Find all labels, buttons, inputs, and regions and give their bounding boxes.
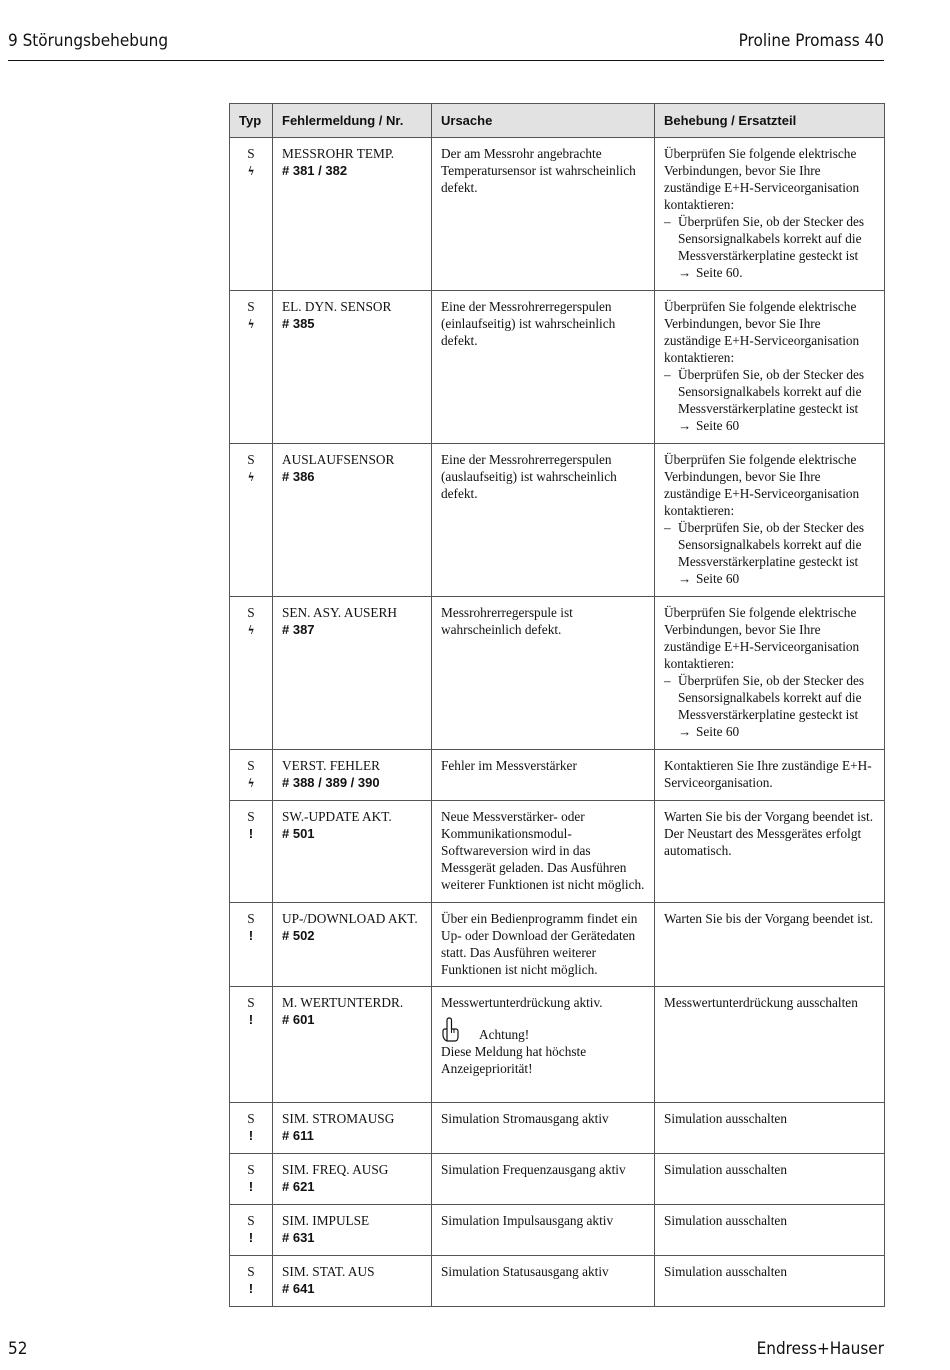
message-number: # 611 <box>282 1128 314 1143</box>
exclamation-icon: ! <box>248 1179 254 1194</box>
cause-cell: Messrohrerregerspule ist wahrscheinlich defekt. <box>432 597 655 750</box>
remedy-cell <box>655 291 885 444</box>
cause-cell: Simulation Frequenzausgang aktiv <box>432 1154 655 1205</box>
col-header-cause: Ursache <box>432 104 655 138</box>
bullet-text: Überprüfen Sie, ob der Stecker des Sensorsignalkabels korrekt auf die Messverstärkerplatine gesteckt ist <box>678 367 865 416</box>
message-number: # 388 / 389 / 390 <box>282 775 380 790</box>
table-row <box>230 597 885 750</box>
remedy-cell: Simulation ausschalten <box>655 1256 885 1307</box>
dash-icon: – <box>664 520 671 535</box>
pointing-hand-icon <box>441 1017 461 1043</box>
type-cell <box>230 444 273 597</box>
type-cell <box>230 597 273 750</box>
message-number: # 641 <box>282 1281 315 1296</box>
col-header-type: Typ <box>230 104 273 138</box>
table-row <box>230 291 885 444</box>
dash-icon: – <box>664 673 671 688</box>
message-name: SW.-UPDATE AKT. <box>282 809 392 824</box>
message-name: SEN. ASY. AUSERH <box>282 605 398 620</box>
exclamation-icon: ! <box>248 826 254 841</box>
remedy-text: Überprüfen Sie folgende elektrische Verbindungen, bevor Sie Ihre zuständige E+H-Serviceorganisation kontaktieren: <box>664 299 860 365</box>
type-cell <box>230 138 273 291</box>
cause-cell: Simulation Stromausgang aktiv <box>432 1103 655 1154</box>
table-row <box>230 1154 885 1205</box>
page-reference: Seite 60. <box>696 265 743 280</box>
cause-cell: Neue Messverstärker- oder Kommunikationsmodul-Softwareversion wird in das Messgerät geladen. Das Ausführen weiterer Funktionen ist nicht möglich. <box>432 801 655 903</box>
lightning-icon: ϟ <box>248 622 254 637</box>
cause-text: Messwertunterdrückung aktiv. <box>441 995 603 1010</box>
type-letter: S <box>247 1111 255 1126</box>
arrow-right-icon: → <box>678 571 692 586</box>
cause-cell: Der am Messrohr angebrachte Temperatursensor ist wahrscheinlich defekt. <box>432 138 655 291</box>
message-number: # 381 / 382 <box>282 163 348 178</box>
col-header-remedy: Behebung / Ersatzteil <box>655 104 885 138</box>
remedy-cell: Simulation ausschalten <box>655 1154 885 1205</box>
arrow-right-icon: → <box>678 265 692 280</box>
message-cell <box>273 138 432 291</box>
message-number: # 386 <box>282 469 315 484</box>
bullet-text: Überprüfen Sie, ob der Stecker des Sensorsignalkabels korrekt auf die Messverstärkerplatine gesteckt ist <box>678 520 865 569</box>
message-number: # 387 <box>282 622 315 637</box>
type-letter: S <box>247 146 255 161</box>
type-letter: S <box>247 995 255 1010</box>
message-number: # 501 <box>282 826 315 841</box>
bullet-text: Überprüfen Sie, ob der Stecker des Sensorsignalkabels korrekt auf die Messverstärkerplatine gesteckt ist <box>678 673 865 722</box>
message-cell <box>273 597 432 750</box>
message-name: M. WERTUNTERDR. <box>282 995 404 1010</box>
page-number: 52 <box>8 1339 28 1359</box>
remedy-cell: Simulation ausschalten <box>655 1103 885 1154</box>
message-number: # 621 <box>282 1179 315 1194</box>
type-letter: S <box>247 809 255 824</box>
remedy-cell <box>655 444 885 597</box>
remedy-cell <box>655 138 885 291</box>
product-name: Proline Promass 40 <box>738 31 884 51</box>
remedy-text: Überprüfen Sie folgende elektrische Verbindungen, bevor Sie Ihre zuständige E+H-Serviceorganisation kontaktieren: <box>664 452 860 518</box>
remedy-text: Überprüfen Sie folgende elektrische Verbindungen, bevor Sie Ihre zuständige E+H-Serviceorganisation kontaktieren: <box>664 146 860 212</box>
arrow-right-icon: → <box>678 418 692 433</box>
message-cell <box>273 1154 432 1205</box>
type-cell <box>230 801 273 903</box>
message-number: # 385 <box>282 316 315 331</box>
error-table <box>229 103 885 1307</box>
message-cell <box>273 1205 432 1256</box>
header-rule <box>8 60 884 61</box>
exclamation-icon: ! <box>248 1230 254 1245</box>
bullet-text: Überprüfen Sie, ob der Stecker des Sensorsignalkabels korrekt auf die Messverstärkerplatine gesteckt ist <box>678 214 865 263</box>
message-name: UP-/DOWNLOAD AKT. <box>282 911 418 926</box>
exclamation-icon: ! <box>248 1128 254 1143</box>
exclamation-icon: ! <box>248 1012 254 1027</box>
type-cell <box>230 903 273 987</box>
type-cell <box>230 1103 273 1154</box>
table-row <box>230 444 885 597</box>
type-cell <box>230 750 273 801</box>
dash-icon: – <box>664 367 671 382</box>
page-reference: Seite 60 <box>696 418 740 433</box>
message-name: MESSROHR TEMP. <box>282 146 395 161</box>
message-name: EL. DYN. SENSOR <box>282 299 392 314</box>
note-title: Achtung! <box>479 1027 530 1042</box>
message-name: AUSLAUFSENSOR <box>282 452 395 467</box>
message-name: SIM. IMPULSE <box>282 1213 370 1228</box>
col-header-message: Fehlermeldung / Nr. <box>273 104 432 138</box>
message-number: # 631 <box>282 1230 315 1245</box>
arrow-right-icon: → <box>678 724 692 739</box>
lightning-icon: ϟ <box>248 316 254 331</box>
remedy-bullet <box>664 213 876 281</box>
table-row <box>230 1256 885 1307</box>
type-letter: S <box>247 758 255 773</box>
lightning-icon: ϟ <box>248 469 254 484</box>
type-letter: S <box>247 1213 255 1228</box>
table-row <box>230 1103 885 1154</box>
table-row <box>230 987 885 1103</box>
chapter-title: 9 Störungsbehebung <box>8 31 169 51</box>
message-name: VERST. FEHLER <box>282 758 381 773</box>
cause-cell: Simulation Impulsausgang aktiv <box>432 1205 655 1256</box>
message-cell <box>273 801 432 903</box>
remedy-cell <box>655 597 885 750</box>
type-letter: S <box>247 452 255 467</box>
remedy-cell: Kontaktieren Sie Ihre zuständige E+H-Serviceorganisation. <box>655 750 885 801</box>
cause-cell: Über ein Bedienprogramm findet ein Up- oder Download der Gerätedaten statt. Das Ausführen weiterer Funktionen ist nicht möglich. <box>432 903 655 987</box>
message-cell <box>273 444 432 597</box>
type-cell <box>230 1154 273 1205</box>
remedy-cell: Simulation ausschalten <box>655 1205 885 1256</box>
exclamation-icon: ! <box>248 1281 254 1296</box>
type-cell <box>230 291 273 444</box>
page-reference: Seite 60 <box>696 724 740 739</box>
table-header-row <box>230 104 885 138</box>
message-name: SIM. FREQ. AUSG <box>282 1162 389 1177</box>
remedy-text: Überprüfen Sie folgende elektrische Verbindungen, bevor Sie Ihre zuständige E+H-Serviceorganisation kontaktieren: <box>664 605 860 671</box>
message-cell <box>273 903 432 987</box>
message-cell <box>273 1103 432 1154</box>
dash-icon: – <box>664 214 671 229</box>
type-cell <box>230 987 273 1103</box>
remedy-cell: Warten Sie bis der Vorgang beendet ist. Der Neustart des Messgerätes erfolgt automatisch. <box>655 801 885 903</box>
lightning-icon: ϟ <box>248 163 254 178</box>
type-letter: S <box>247 1162 255 1177</box>
message-cell <box>273 1256 432 1307</box>
message-number: # 601 <box>282 1012 315 1027</box>
remedy-cell: Warten Sie bis der Vorgang beendet ist. <box>655 903 885 987</box>
type-letter: S <box>247 299 255 314</box>
note-text: Diese Meldung hat höchste Anzeigepriorität! <box>441 1044 587 1076</box>
table-row <box>230 1205 885 1256</box>
brand-name: Endress+Hauser <box>756 1339 884 1359</box>
table-row <box>230 138 885 291</box>
type-letter: S <box>247 1264 255 1279</box>
message-name: SIM. STAT. AUS <box>282 1264 375 1279</box>
table-row <box>230 801 885 903</box>
exclamation-icon: ! <box>248 928 254 943</box>
message-cell <box>273 291 432 444</box>
type-letter: S <box>247 605 255 620</box>
table-row <box>230 903 885 987</box>
message-name: SIM. STROMAUSG <box>282 1111 395 1126</box>
type-cell <box>230 1205 273 1256</box>
message-cell <box>273 987 432 1103</box>
type-cell <box>230 1256 273 1307</box>
cause-cell: Eine der Messrohrerregerspulen (einlaufseitig) ist wahrscheinlich defekt. <box>432 291 655 444</box>
message-number: # 502 <box>282 928 315 943</box>
cause-cell: Fehler im Messverstärker <box>432 750 655 801</box>
table-row <box>230 750 885 801</box>
type-letter: S <box>247 911 255 926</box>
message-cell <box>273 750 432 801</box>
remedy-bullet <box>664 519 876 587</box>
lightning-icon: ϟ <box>248 775 254 790</box>
cause-cell: Eine der Messrohrerregerspulen (auslaufseitig) ist wahrscheinlich defekt. <box>432 444 655 597</box>
remedy-bullet <box>664 672 876 740</box>
remedy-cell: Messwertunterdrückung ausschalten <box>655 987 885 1103</box>
cause-cell <box>432 987 655 1103</box>
page-reference: Seite 60 <box>696 571 740 586</box>
cause-cell: Simulation Statusausgang aktiv <box>432 1256 655 1307</box>
remedy-bullet <box>664 366 876 434</box>
